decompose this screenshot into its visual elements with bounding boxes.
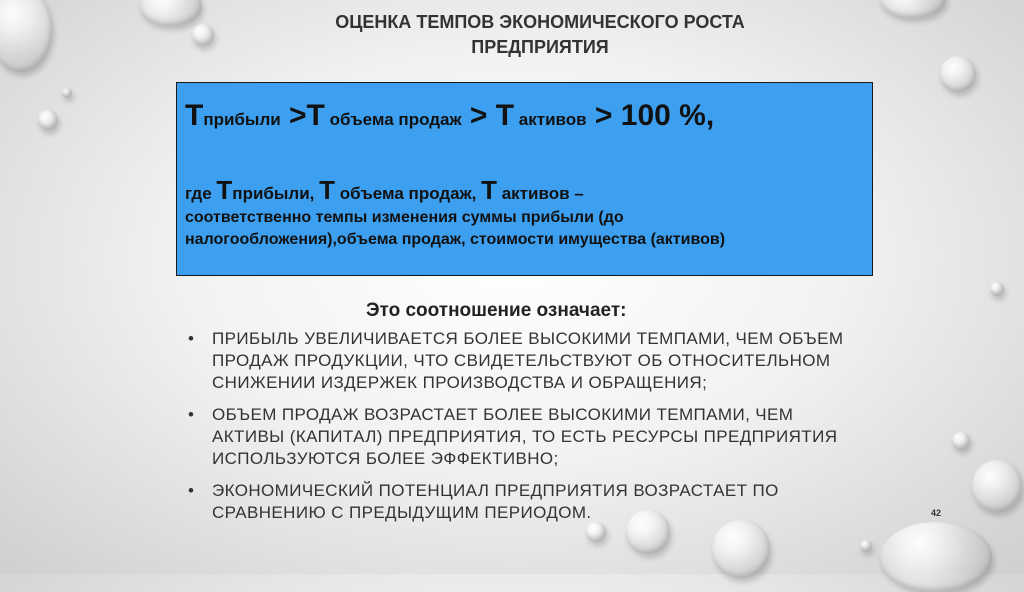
formula-op-3: > 100 %,: [586, 99, 715, 132]
page-number: 42: [931, 508, 942, 518]
water-drop-decoration: [62, 88, 72, 98]
legend-sub-sales: объема продаж,: [335, 184, 482, 203]
water-drop-decoration: [952, 432, 970, 450]
legend-sub-profit: прибыли,: [232, 184, 320, 203]
formula-op-2: > Т: [461, 99, 515, 132]
legend-prefix: где: [185, 184, 217, 203]
growth-rate-formula: [185, 99, 714, 133]
water-drop-decoration: [940, 56, 976, 92]
legend-t-assets: Т: [481, 175, 497, 205]
bullet-icon: •: [188, 405, 195, 424]
formula-sub-sales: объема продаж: [324, 110, 462, 129]
legend-t-sales: Т: [319, 175, 336, 205]
list-item: [184, 328, 844, 394]
water-drop-decoration: [0, 0, 52, 72]
formula-box: [176, 82, 873, 276]
list-item-text: ПРИБЫЛЬ УВЕЛИЧИВАЕТСЯ БОЛЕЕ ВЫСОКИМИ ТЕМПАМИ, ЧЕМ ОБЪЕМ ПРОДАЖ ПРОДУКЦИИ, ЧТО СВИДЕТЕЛЬСТВУЮТ ОБ ОТНОСИТЕЛЬНОМ СНИЖЕНИИ ИЗДЕРЖЕК ПРОИЗВОДСТВА И ОБРАЩЕНИЯ;: [212, 329, 844, 392]
formula-sub-assets: активов: [514, 110, 587, 129]
formula-description: соответственно темпы изменения суммы прибыли (до налогообложения),объема продаж, стоимости имущества (активов): [185, 209, 726, 248]
formula-sub-profit: прибыли: [203, 110, 281, 129]
bullet-icon: •: [188, 481, 195, 500]
water-drop-decoration: [140, 0, 202, 26]
bullet-icon: •: [188, 329, 195, 348]
legend-t-profit: Т: [216, 175, 233, 205]
list-item: [184, 480, 844, 524]
water-drop-decoration: [38, 110, 58, 130]
slide-title: [290, 10, 790, 60]
bullet-list: [184, 328, 844, 534]
formula-t-profit: Т: [185, 99, 204, 132]
water-drop-decoration: [860, 540, 872, 552]
formula-op-1: >Т: [280, 99, 325, 132]
water-drop-decoration: [880, 0, 946, 18]
slide-title-line-2: ПРЕДПРИЯТИЯ: [471, 37, 609, 57]
list-item: [184, 404, 844, 470]
subheading: Это соотношение означает:: [366, 300, 627, 321]
water-drop-decoration: [990, 282, 1004, 296]
water-drop-decoration: [192, 24, 214, 46]
legend-sub-assets: активов –: [497, 184, 584, 203]
water-drop-decoration: [880, 522, 992, 592]
formula-legend: [185, 175, 584, 206]
slide-title-line-1: ОЦЕНКА ТЕМПОВ ЭКОНОМИЧЕСКОГО РОСТА: [335, 12, 745, 32]
list-item-text: ЭКОНОМИЧЕСКИЙ ПОТЕНЦИАЛ ПРЕДПРИЯТИЯ ВОЗРАСТАЕТ ПО СРАВНЕНИЮ С ПРЕДЫДУЩИМ ПЕРИОДОМ.: [212, 481, 779, 522]
water-drop-decoration: [972, 460, 1022, 512]
list-item-text: ОБЪЕМ ПРОДАЖ ВОЗРАСТАЕТ БОЛЕЕ ВЫСОКИМИ ТЕМПАМИ, ЧЕМ АКТИВЫ (КАПИТАЛ) ПРЕДПРИЯТИЯ, ТО ЕСТЬ РЕСУРСЫ ПРЕДПРИЯТИЯ ИСПОЛЬЗУЮТСЯ БОЛЕЕ ЭФФЕКТИВНО;: [212, 405, 838, 468]
